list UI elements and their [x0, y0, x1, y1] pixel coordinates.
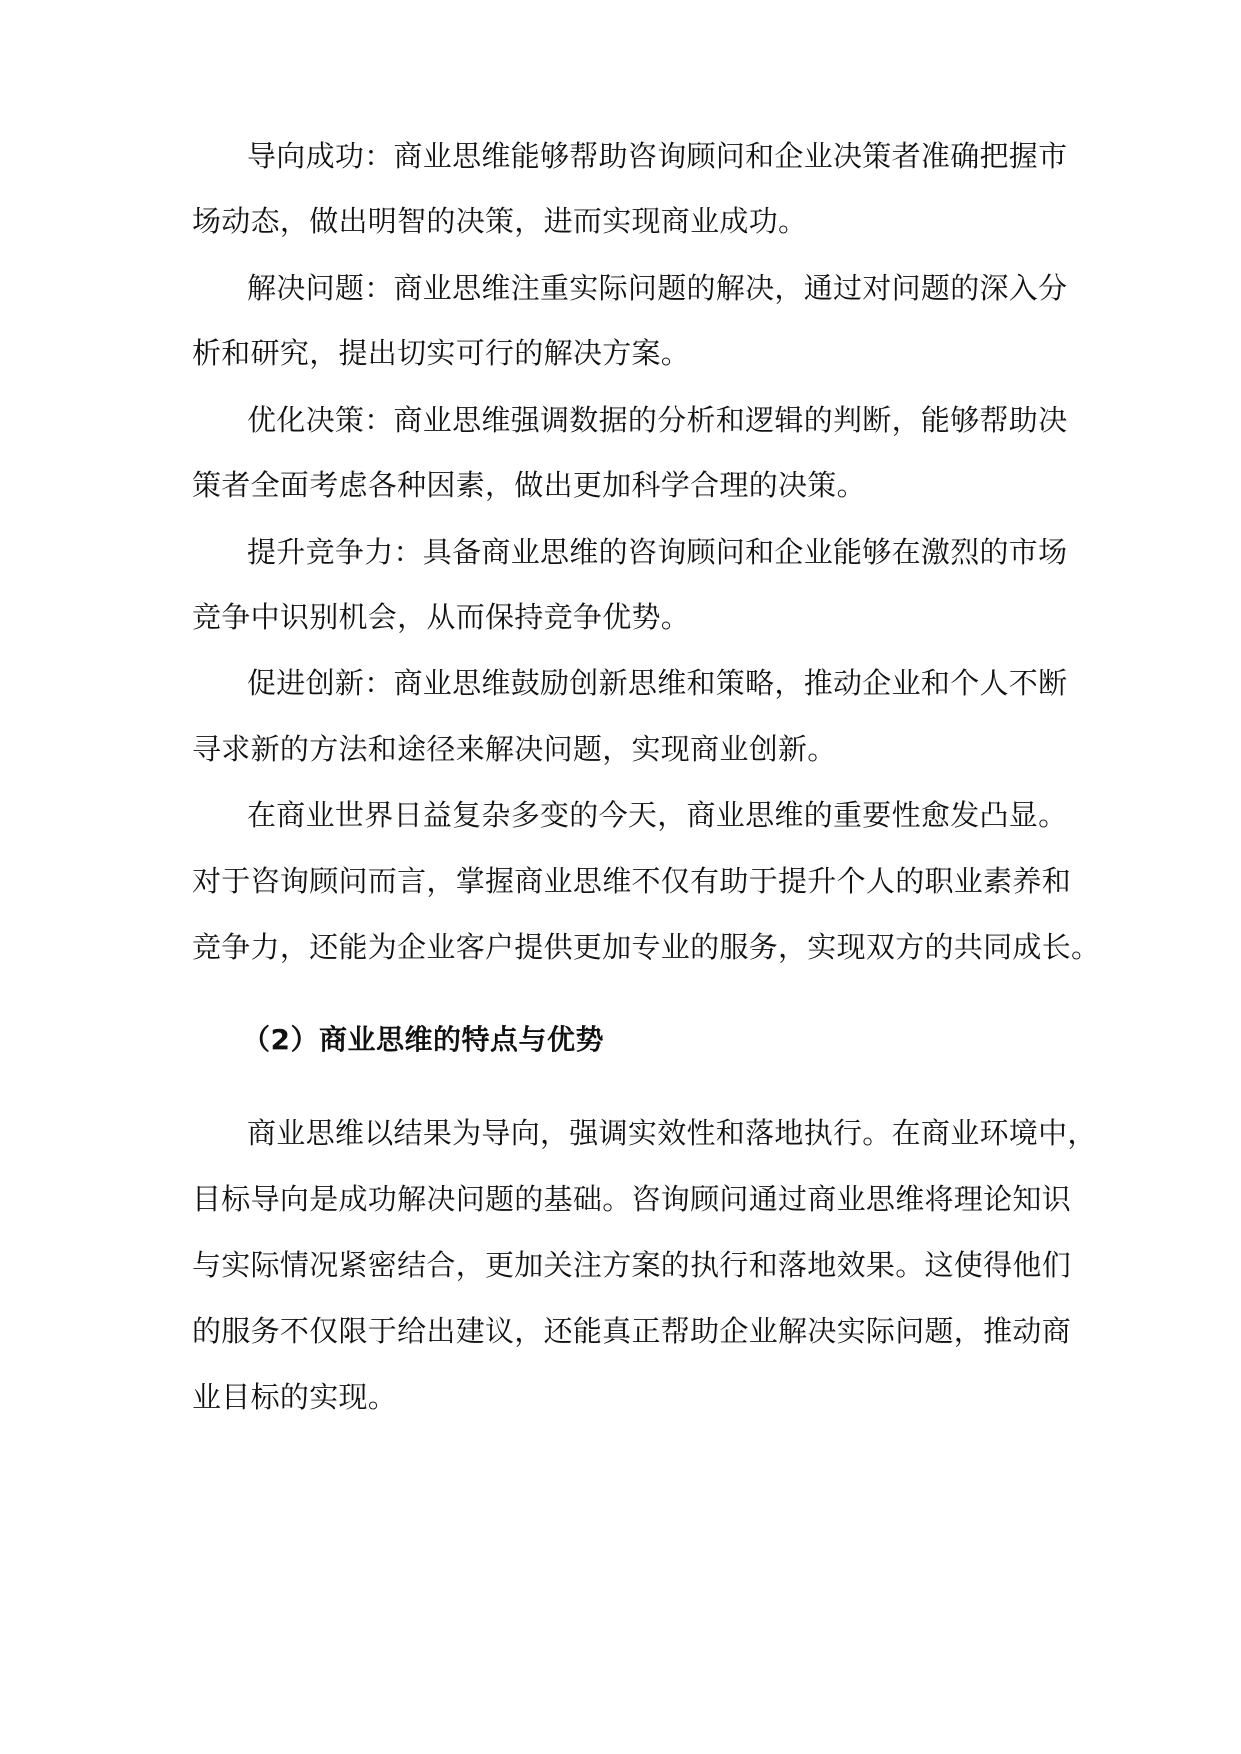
paragraph-line: 商业思维以结果为导向，强调实效性和落地执行。在商业环境中， [247, 1116, 1097, 1150]
paragraph-line: 解决问题：商业思维注重实际问题的解决，通过对问题的深入分 [247, 271, 1068, 305]
paragraph-line: 竞争中识别机会，从而保持竞争优势。 [192, 600, 691, 634]
paragraph-line: 寻求新的方法和途径来解决问题，实现商业创新。 [192, 732, 837, 766]
paragraph-line: 优化决策：商业思维强调数据的分析和逻辑的判断，能够帮助决 [247, 403, 1068, 437]
paragraph-line: 导向成功：商业思维能够帮助咨询顾问和企业决策者准确把握市 [247, 139, 1068, 173]
paragraph-line: 竞争力，还能为企业客户提供更加专业的服务，实现双方的共同成长。 [192, 930, 1101, 964]
paragraph-line: 在商业世界日益复杂多变的今天，商业思维的重要性愈发凸显。 [247, 798, 1068, 832]
paragraph-line: 目标导向是成功解决问题的基础。咨询顾问通过商业思维将理论知识 [192, 1182, 1072, 1216]
paragraph-line: 促进创新：商业思维鼓励创新思维和策略，推动企业和个人不断 [247, 666, 1068, 700]
paragraph-line: 析和研究，提出切实可行的解决方案。 [192, 336, 691, 370]
paragraph-line: 场动态，做出明智的决策，进而实现商业成功。 [192, 204, 808, 238]
paragraph-line: 的服务不仅限于给出建议，还能真正帮助企业解决实际问题，推动商 [192, 1314, 1072, 1348]
paragraph-line: 与实际情况紧密结合，更加关注方案的执行和落地效果。这使得他们 [192, 1248, 1072, 1282]
paragraph-line: 业目标的实现。 [192, 1380, 398, 1414]
paragraph-line: 策者全面考虑各种因素，做出更加科学合理的决策。 [192, 468, 866, 502]
paragraph-line: 对于咨询顾问而言，掌握商业思维不仅有助于提升个人的职业素养和 [192, 864, 1072, 898]
section-heading: （2）商业思维的特点与优势 [242, 1023, 604, 1056]
paragraph-line: 提升竞争力：具备商业思维的咨询顾问和企业能够在激烈的市场 [247, 535, 1068, 569]
